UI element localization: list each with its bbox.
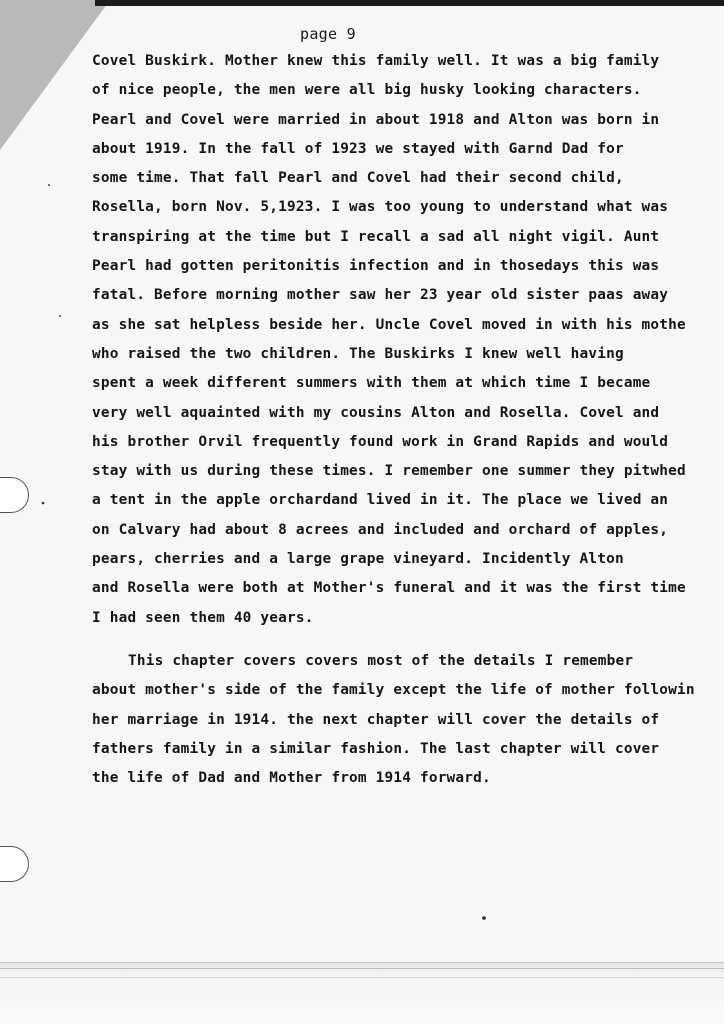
text-line: about 1919. In the fall of 1923 we stayed with Garnd Dad for: [92, 140, 624, 157]
text-line: the life of Dad and Mother from 1914 forward.: [92, 770, 491, 787]
speck: [42, 502, 45, 505]
text-line: a tent in the apple orchardand lived in it. The place we lived an: [92, 492, 669, 509]
text-line: Rosella, born Nov. 5,1923. I was too young to understand what was: [92, 199, 669, 216]
text-line: her marriage in 1914. the next chapter will cover the details of: [92, 711, 660, 728]
text-line: Covel Buskirk. Mother knew this family well. It was a big family: [92, 53, 660, 69]
text-line: as she sat helpless beside her. Uncle Covel moved in with his mothe: [92, 316, 686, 333]
text-line: who raised the two children. The Buskirks I knew well having: [92, 345, 624, 362]
typewritten-body: [92, 47, 695, 793]
speck: [482, 916, 486, 920]
text-line: and Rosella were both at Mother's funeral and it was the first time: [92, 580, 686, 597]
text-line: fatal. Before morning mother saw her 23 year old sister paas away: [92, 287, 669, 304]
speck: [59, 315, 61, 317]
text-line: stay with us during these times. I remember one summer they pitwhed: [92, 463, 686, 480]
text-line: about mother's side of the family except the life of mother followin: [92, 682, 695, 699]
paragraph-gap: [92, 633, 692, 647]
text-line: fathers family in a similar fashion. The last chapter will cover: [92, 740, 660, 757]
text-line: transpiring at the time but I recall a sad all night vigil. Aunt: [92, 228, 660, 245]
text-line: on Calvary had about 8 acrees and included and orchard of apples,: [92, 521, 669, 538]
text-line: some time. That fall Pearl and Covel had their second child,: [92, 170, 624, 187]
text-line: Pearl and Covel were married in about 1918 and Alton was born in: [92, 111, 660, 128]
text-line: spent a week different summers with them at which time I became: [92, 375, 651, 392]
page-number: page 9: [300, 25, 356, 43]
text-line: This chapter covers covers most of the details I remember: [128, 652, 634, 669]
speck: [48, 184, 50, 186]
text-line: pears, cherries and a large grape vineyard. Incidently Alton: [92, 551, 624, 568]
text-line: very well aquainted with my cousins Alton and Rosella. Covel and: [92, 404, 660, 421]
text-line: his brother Orvil frequently found work in Grand Rapids and would: [92, 433, 669, 450]
text-line: Pearl had gotten peritonitis infection and in thosedays this was: [92, 258, 660, 275]
text-line: of nice people, the men were all big husky looking characters.: [92, 82, 642, 99]
text-line: I had seen them 40 years.: [92, 609, 314, 626]
